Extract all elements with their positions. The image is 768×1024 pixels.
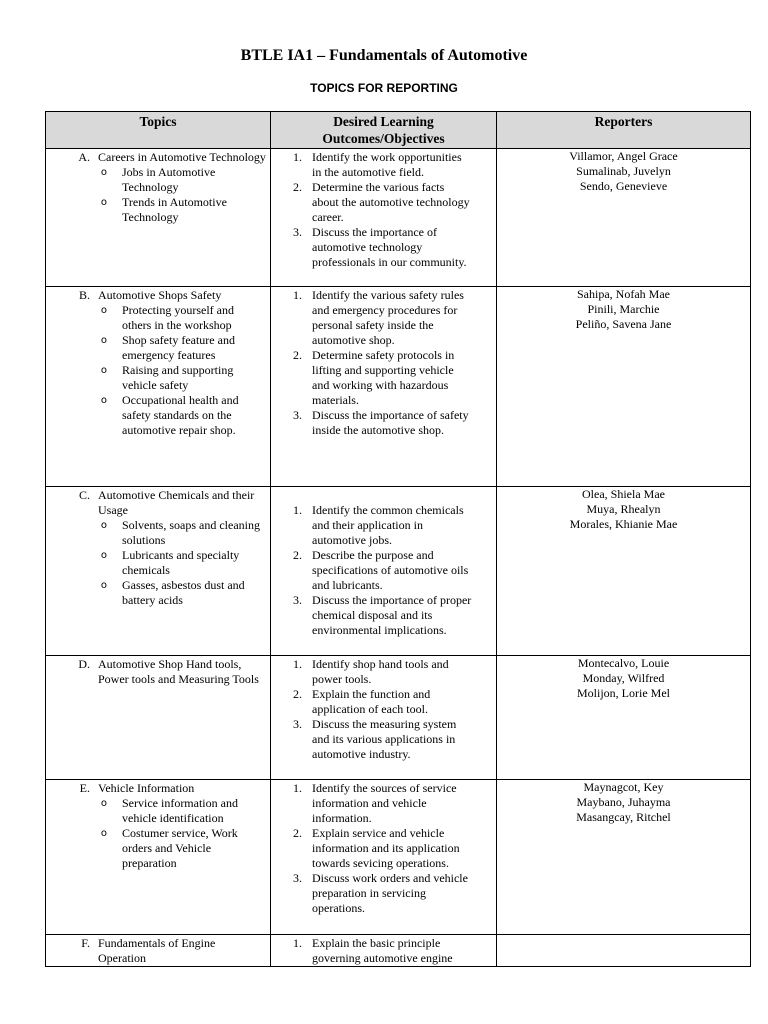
subtopic-list (46, 165, 270, 225)
reporters-cell (497, 935, 751, 967)
objectives-cell (271, 780, 497, 935)
reporter-name: Peliño, Savena Jane (575, 317, 672, 331)
reporter-name: Villamor, Angel Grace (569, 149, 678, 163)
reporters-cell (497, 656, 751, 780)
topic-letter: E. (79, 781, 90, 795)
header-reporters: Reporters (497, 112, 751, 149)
objective-number: 2. (293, 348, 302, 362)
topic-cell (46, 780, 271, 935)
objective-number: 3. (293, 408, 302, 422)
document-subtitle: TOPICS FOR REPORTING (310, 81, 458, 95)
reporter-name: Muya, Rhealyn (586, 502, 661, 516)
reporter-name: Sumalinab, Juvelyn (576, 164, 671, 178)
subtopic-text: Jobs in Automotive Technology (122, 165, 216, 194)
objective-number: 3. (293, 225, 302, 239)
reporter-name: Morales, Khianie Mae (569, 517, 678, 531)
objective-item (271, 826, 496, 871)
objective-text: Identify the common chemicals and their application in automotive jobs. (312, 503, 464, 547)
objective-number: 1. (293, 657, 302, 671)
objective-item (271, 687, 496, 717)
subtopic-item (46, 796, 270, 826)
objective-item (271, 503, 496, 548)
reporter-name: Monday, Wilfred (582, 671, 665, 685)
objective-item (271, 781, 496, 826)
objective-item (271, 348, 496, 408)
objective-text: Determine the various facts about the automotive technology career. (312, 180, 470, 224)
bullet-icon: o (100, 798, 107, 809)
table-row (46, 287, 751, 487)
topic-cell (46, 935, 271, 967)
objectives-list (271, 935, 496, 966)
subtopic-item (46, 393, 270, 438)
objective-item (271, 593, 496, 638)
bullet-icon: o (100, 580, 107, 591)
subtopic-item (46, 303, 270, 333)
reporter-name: Maybano, Juhayma (576, 795, 671, 809)
reporters-cell (497, 287, 751, 487)
subtopic-text: Raising and supporting vehicle safety (122, 363, 234, 392)
objective-text: Discuss work orders and vehicle preparation in servicing operations. (312, 871, 468, 915)
reporter-name: Sendo, Genevieve (579, 179, 668, 193)
objectives-cell (271, 487, 497, 656)
subtopic-list (46, 303, 270, 438)
table-row (46, 780, 751, 935)
reporters-cell (497, 780, 751, 935)
objectives-cell (271, 149, 497, 287)
topic-title: Vehicle Information (98, 781, 195, 795)
objective-text: Discuss the importance of proper chemical disposal and its environmental implications. (312, 593, 472, 637)
subtopic-item (46, 195, 270, 225)
bullet-icon: o (100, 550, 107, 561)
objectives-cell (271, 935, 497, 967)
objective-number: 1. (293, 150, 302, 164)
reporter-name: Olea, Shiela Mae (582, 487, 665, 501)
reporters-cell (497, 149, 751, 287)
table-row (46, 487, 751, 656)
table-header-row (46, 112, 751, 149)
subtopic-text: Protecting yourself and others in the workshop (122, 303, 234, 332)
objectives-cell (271, 287, 497, 487)
objective-number: 3. (293, 717, 302, 731)
objective-number: 3. (293, 593, 302, 607)
objective-text: Determine safety protocols in lifting and supporting vehicle and working with hazardous materials. (312, 348, 455, 407)
subtopic-item (46, 518, 270, 548)
topic-letter: C. (78, 488, 90, 502)
objective-text: Identify the sources of service information and vehicle information. (312, 781, 457, 825)
objective-number: 3. (293, 871, 302, 885)
bullet-icon: o (100, 520, 107, 531)
bullet-icon: o (100, 395, 107, 406)
objective-item (271, 871, 496, 916)
objective-number: 1. (293, 936, 302, 950)
objectives-cell (271, 656, 497, 780)
objectives-list (271, 149, 496, 270)
subtopic-text: Occupational health and safety standards on the automotive repair shop. (122, 393, 239, 437)
objective-item (271, 150, 496, 180)
bullet-icon: o (100, 828, 107, 839)
topic-cell (46, 656, 271, 780)
bullet-icon: o (100, 335, 107, 346)
table-row (46, 149, 751, 287)
objective-item (271, 180, 496, 225)
subtopic-text: Service information and vehicle identification (122, 796, 238, 825)
table-row (46, 935, 751, 967)
topic-letter: D. (78, 657, 90, 671)
objective-item (271, 408, 496, 438)
objective-item (271, 225, 496, 270)
objective-number: 1. (293, 781, 302, 795)
subtopic-item (46, 363, 270, 393)
bullet-icon: o (100, 365, 107, 376)
subtopic-text: Lubricants and specialty chemicals (122, 548, 240, 577)
reporters-cell (497, 487, 751, 656)
reporter-name: Maynagcot, Key (583, 780, 664, 794)
topic-title: Automotive Shop Hand tools, Power tools and Measuring Tools (98, 657, 259, 686)
objective-text: Identify the various safety rules and emergency procedures for personal safety inside the automotive shop. (312, 288, 464, 347)
subtopic-text: Trends in Automotive Technology (122, 195, 227, 224)
bullet-icon: o (100, 167, 107, 178)
topic-cell (46, 287, 271, 487)
objective-text: Explain the function and application of each tool. (312, 687, 431, 716)
document-title: BTLE IA1 – Fundamentals of Automotive (240, 47, 528, 64)
objective-text: Discuss the importance of safety inside the automotive shop. (312, 408, 469, 437)
objective-text: Discuss the measuring system and its various applications in automotive industry. (312, 717, 457, 761)
topic-letter: B. (78, 288, 90, 302)
header-objectives: Desired Learning Outcomes/Objectives (271, 112, 497, 149)
table-row (46, 656, 751, 780)
objective-item (271, 717, 496, 762)
subtopic-item (46, 548, 270, 578)
reporter-name: Sahipa, Nofah Mae (577, 287, 670, 301)
objective-text: Describe the purpose and specifications of automotive oils and lubricants. (312, 548, 469, 592)
subtopic-text: Gasses, asbestos dust and battery acids (122, 578, 245, 607)
subtopic-item (46, 578, 270, 608)
objectives-list (271, 656, 496, 762)
subtopic-text: Solvents, soaps and cleaning solutions (122, 518, 260, 547)
topic-title: Automotive Shops Safety (98, 288, 222, 302)
objective-number: 2. (293, 548, 302, 562)
objective-number: 2. (293, 180, 302, 194)
subtopic-item (46, 165, 270, 195)
objectives-list (271, 780, 496, 916)
header-topics: Topics (46, 112, 271, 149)
objective-text: Explain the basic principle governing automotive engine (312, 936, 453, 965)
subtopic-list (46, 796, 270, 871)
subtopic-text: Shop safety feature and emergency features (122, 333, 235, 362)
objective-text: Explain service and vehicle information and its application towards sevicing operations. (312, 826, 460, 870)
objective-text: Discuss the importance of automotive technology professionals in our community. (312, 225, 467, 269)
reporter-name: Montecalvo, Louie (577, 656, 670, 670)
subtopic-list (46, 518, 270, 608)
reporter-name: Molijon, Lorie Mel (577, 686, 670, 700)
topic-title: Automotive Chemicals and their Usage (98, 488, 255, 517)
objectives-list (271, 287, 496, 438)
bullet-icon: o (100, 305, 107, 316)
topic-cell (46, 149, 271, 287)
objective-item (271, 657, 496, 687)
topics-table (45, 111, 751, 967)
topic-letter: F. (81, 936, 90, 950)
bullet-icon: o (100, 197, 107, 208)
subtopic-item (46, 333, 270, 363)
topic-title: Fundamentals of Engine Operation (98, 936, 216, 965)
objectives-list (271, 487, 496, 638)
topic-cell (46, 487, 271, 656)
objective-item (271, 288, 496, 348)
subtopic-text: Costumer service, Work orders and Vehicle preparation (122, 826, 238, 870)
objective-text: Identify shop hand tools and power tools. (312, 657, 449, 686)
objective-item (271, 936, 496, 966)
reporter-name: Masangcay, Ritchel (576, 810, 671, 824)
topic-letter: A. (78, 150, 90, 164)
objective-number: 2. (293, 687, 302, 701)
objective-number: 1. (293, 288, 302, 302)
objective-text: Identify the work opportunities in the automotive field. (312, 150, 462, 179)
objective-item (271, 548, 496, 593)
subtopic-item (46, 826, 270, 871)
topic-title: Careers in Automotive Technology (98, 150, 266, 164)
objective-number: 2. (293, 826, 302, 840)
objective-number: 1. (293, 503, 302, 517)
reporter-name: Pinili, Marchie (587, 302, 660, 316)
